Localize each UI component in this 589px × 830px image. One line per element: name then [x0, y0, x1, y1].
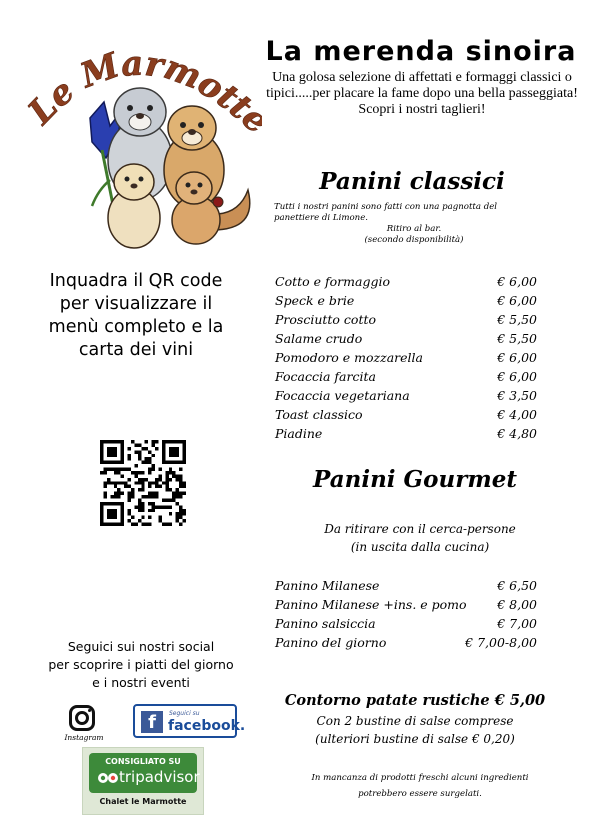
note-line: Ritiro al bar.	[386, 224, 442, 234]
classici-section-title: Panini classici	[319, 168, 505, 195]
disclaimer-line: potrebbero essere surgelati.	[358, 789, 482, 799]
item-name: Panino Milanese	[275, 578, 380, 593]
note-line: (in uscita dalla cucina)	[350, 540, 490, 554]
item-name: Salame crudo	[275, 331, 363, 346]
tripadvisor-chalet: Chalet le Marmotte	[99, 797, 187, 806]
qr-line: carta dei vini	[78, 340, 194, 360]
social-line: Seguici sui nostri social	[67, 639, 215, 654]
item-price: € 4,80	[497, 426, 537, 441]
menu-item	[275, 595, 537, 614]
item-price: € 4,00	[497, 407, 537, 422]
intro-line: tipici.....per placare la fame dopo una bella passeggiata!	[266, 86, 578, 101]
item-name: Speck e brie	[275, 293, 355, 308]
qr-instructions	[20, 270, 252, 362]
gourmet-section-title: Panini Gourmet	[313, 466, 517, 493]
tripadvisor-recommended: CONSIGLIATO SU	[105, 757, 181, 766]
gourmet-menu-list	[275, 576, 537, 652]
instagram-label: Instagram	[64, 733, 104, 742]
facebook-button[interactable]	[133, 704, 246, 738]
item-name: Prosciutto cotto	[275, 312, 377, 327]
note-line: (secondo disponibilità)	[364, 235, 464, 245]
instagram-dot-icon	[88, 709, 91, 712]
social-text	[25, 638, 257, 692]
tripadvisor-icon	[97, 772, 119, 784]
item-price: € 3,50	[497, 388, 537, 403]
item-price: € 6,00	[497, 293, 537, 308]
qr-code-icon[interactable]	[100, 440, 186, 526]
item-name: Pomodoro e mozzarella	[275, 350, 424, 365]
menu-item	[275, 367, 537, 386]
classici-note	[274, 202, 554, 246]
item-name: Piadine	[275, 426, 323, 441]
item-price: € 5,50	[497, 331, 537, 346]
logo-text: Le Marmott	[22, 43, 260, 133]
menu-item	[275, 405, 537, 424]
qr-line: per visualizzare il	[59, 294, 213, 314]
page-title: La merenda sinoira	[265, 36, 577, 67]
facebook-icon: f	[141, 711, 163, 733]
menu-item	[275, 614, 537, 633]
instagram-lens-icon	[75, 711, 89, 725]
note-line: panettiere di Limone.	[274, 213, 369, 223]
menu-item	[275, 386, 537, 405]
gourmet-note	[270, 520, 570, 556]
item-price: € 8,00	[497, 597, 537, 612]
qr-line: Inquadra il QR code	[49, 271, 223, 291]
tripadvisor-banner	[89, 753, 200, 793]
contorno-line: (ulteriori bustine di salse € 0,20)	[315, 732, 515, 746]
menu-item	[275, 633, 537, 652]
contorno-section	[270, 690, 560, 748]
facebook-label: facebook.	[168, 718, 246, 734]
item-name: Focaccia vegetariana	[275, 388, 410, 403]
item-price: € 7,00	[497, 616, 537, 631]
item-name: Cotto e formaggio	[275, 274, 390, 289]
note-line: Tutti i nostri panini sono fatti con una pagnotta del	[274, 202, 498, 212]
menu-item	[275, 329, 537, 348]
item-name: Panino salsiccia	[275, 616, 376, 631]
instagram-link[interactable]	[64, 705, 104, 745]
menu-item	[275, 576, 537, 595]
small-marmot-illustration	[108, 164, 160, 248]
facebook-follow-label: Seguici su	[169, 710, 200, 717]
menu-item	[275, 310, 537, 329]
classici-menu-list	[275, 272, 537, 443]
item-name: Focaccia farcita	[275, 369, 376, 384]
social-line: e i nostri eventi	[92, 675, 190, 690]
qr-line: menù completo e la	[48, 317, 224, 337]
tripadvisor-badge[interactable]	[82, 747, 204, 815]
item-price: € 5,50	[497, 312, 537, 327]
intro-line: Scopri i nostri taglieri!	[358, 102, 486, 117]
item-name: Toast classico	[275, 407, 363, 422]
item-price: € 6,00	[497, 274, 537, 289]
contorno-line: Con 2 bustine di salse comprese	[316, 714, 514, 728]
item-price: € 6,50	[497, 578, 537, 593]
le-marmotte-logo	[22, 30, 262, 260]
item-name: Panino del giorno	[275, 635, 387, 650]
contorno-title: Contorno patate rustiche € 5,00	[284, 692, 546, 709]
tail-marmot-illustration	[172, 172, 250, 244]
item-name: Panino Milanese +ins. e pomo	[275, 597, 467, 612]
menu-item	[275, 272, 537, 291]
item-price: € 6,00	[497, 369, 537, 384]
item-price: € 6,00	[497, 350, 537, 365]
intro-text	[262, 70, 582, 118]
intro-line: Una golosa selezione di affettati e formaggi classici o	[272, 70, 572, 85]
menu-item	[275, 291, 537, 310]
disclaimer	[290, 770, 550, 802]
tripadvisor-name: tripadvisor	[119, 768, 200, 786]
menu-item	[275, 348, 537, 367]
item-price: € 7,00-8,00	[465, 635, 537, 650]
social-line: per scoprire i piatti del giorno	[48, 657, 234, 672]
menu-item	[275, 424, 537, 443]
note-line: Da ritirare con il cerca-persone	[324, 522, 516, 536]
disclaimer-line: In mancanza di prodotti freschi alcuni ingredienti	[311, 773, 529, 783]
